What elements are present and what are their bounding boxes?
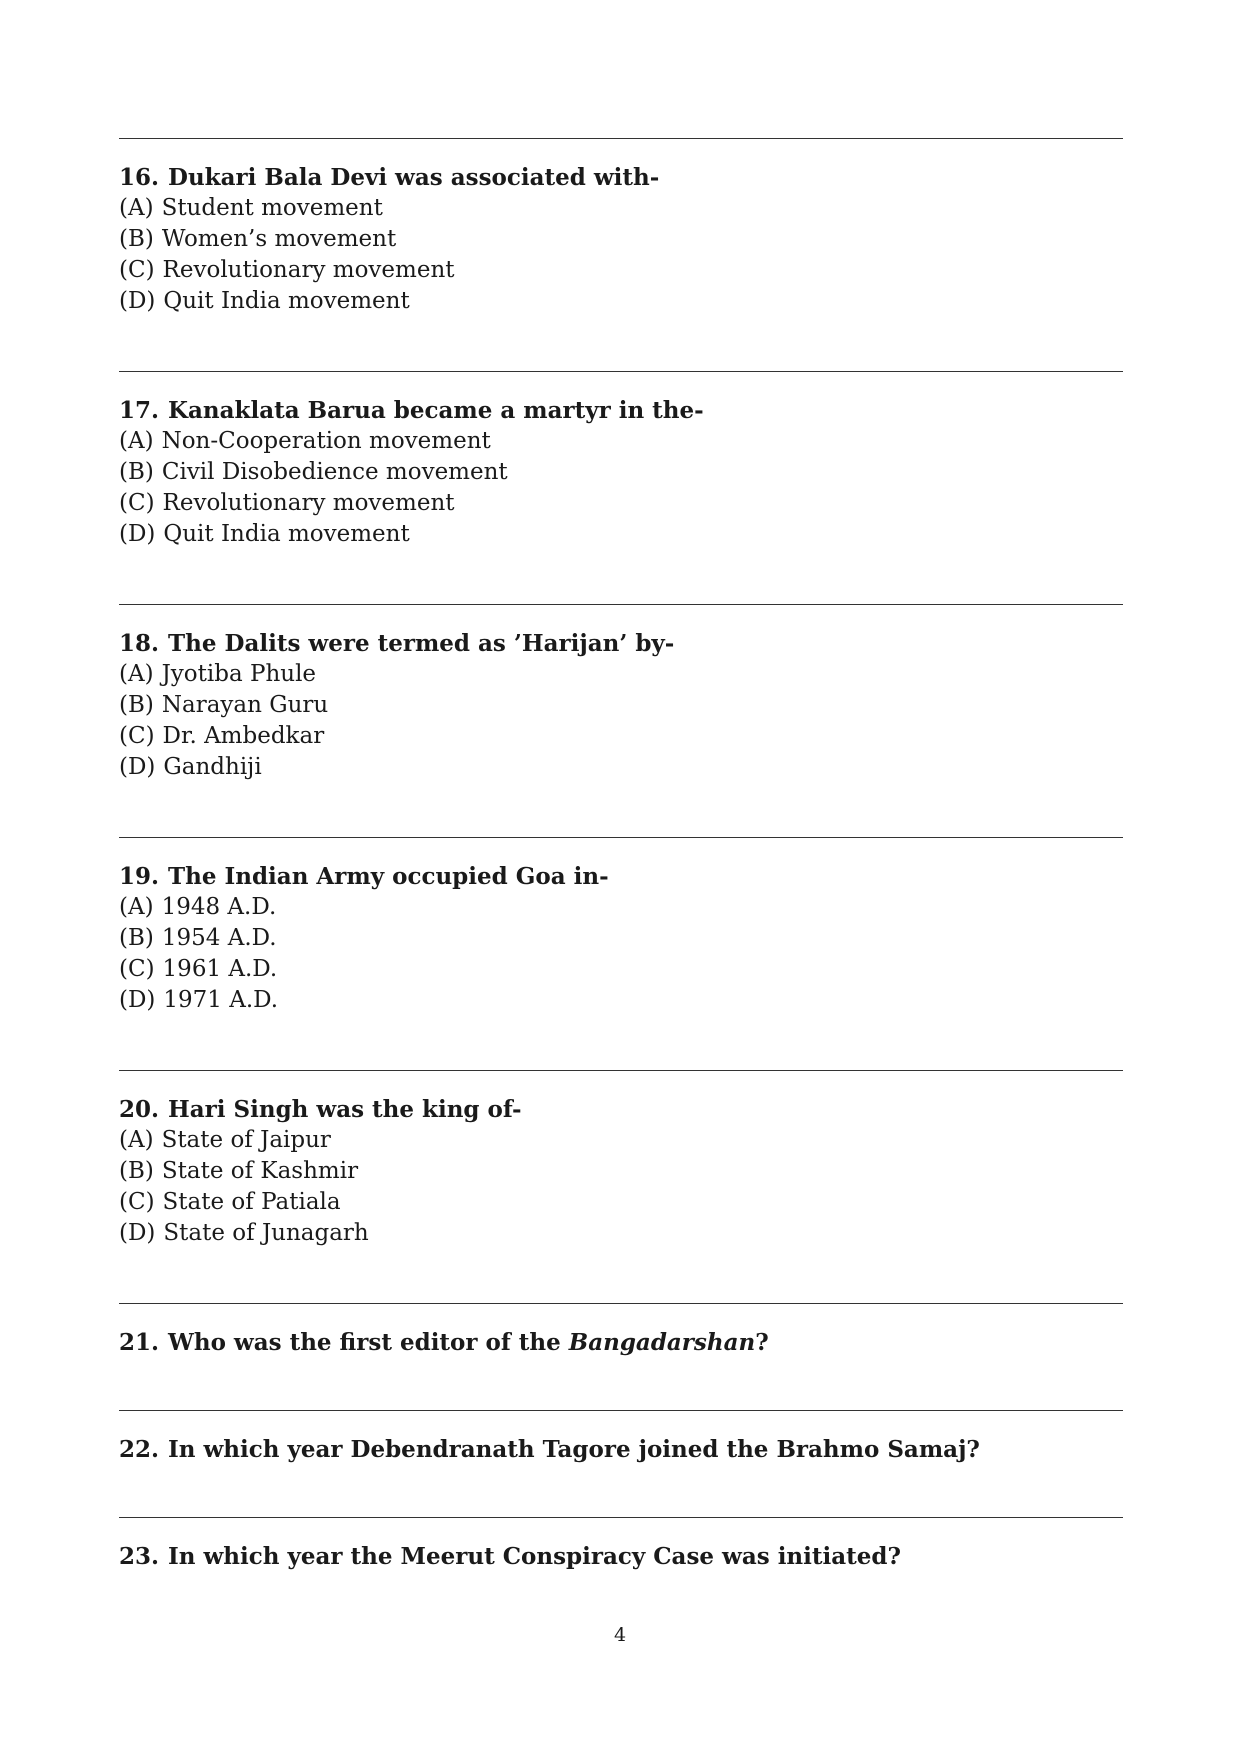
option-d — [119, 1218, 1123, 1249]
option-text: Women’s movement — [161, 226, 397, 252]
option-text: 1954 A.D. — [161, 925, 277, 951]
question-text: Dukari Bala Devi was associated with- — [168, 164, 660, 191]
option-letter: (B) — [119, 459, 154, 485]
question-text: In which year Debendranath Tagore joined the Brahmo Samaj? — [168, 1436, 980, 1463]
option-text: Gandhiji — [163, 754, 262, 780]
option-text: 1971 A.D. — [163, 987, 279, 1013]
question-text: Hari Singh was the king of- — [168, 1096, 522, 1123]
question-number: 19. — [119, 863, 160, 890]
question-title — [119, 1434, 1123, 1465]
option-text: 1961 A.D. — [162, 956, 278, 982]
option-b — [119, 690, 1123, 721]
question-number: 17. — [119, 397, 160, 424]
option-c — [119, 721, 1123, 752]
option-text: 1948 A.D. — [161, 894, 277, 920]
separator-rule — [119, 1410, 1123, 1411]
page-number: 4 — [613, 1624, 627, 1646]
question-title — [119, 1094, 1123, 1125]
option-letter: (A) — [119, 195, 154, 221]
option-letter: (B) — [119, 1158, 154, 1184]
option-list — [119, 1125, 1123, 1249]
question-19 — [119, 861, 1123, 1016]
question-text: Kanaklata Barua became a martyr in the- — [168, 397, 704, 424]
question-text: In which year the Meerut Conspiracy Case was initiated? — [168, 1543, 901, 1570]
option-text: State of Junagarh — [163, 1220, 369, 1246]
option-letter: (C) — [119, 956, 155, 982]
question-mark: ? — [755, 1329, 769, 1356]
option-c — [119, 255, 1123, 286]
question-22 — [119, 1434, 1123, 1465]
option-letter: (B) — [119, 692, 154, 718]
option-letter: (A) — [119, 428, 154, 454]
option-list — [119, 426, 1123, 550]
option-text: Revolutionary movement — [162, 257, 455, 283]
option-text: Narayan Guru — [161, 692, 329, 718]
question-number: 23. — [119, 1543, 160, 1570]
option-b — [119, 923, 1123, 954]
question-number: 18. — [119, 630, 160, 657]
option-text: Dr. Ambedkar — [162, 723, 325, 749]
question-23 — [119, 1541, 1123, 1572]
option-letter: (B) — [119, 226, 154, 252]
question-number: 20. — [119, 1096, 160, 1123]
question-number: 21. — [119, 1329, 160, 1356]
option-text: State of Patiala — [162, 1189, 341, 1215]
option-text: Student movement — [161, 195, 383, 221]
question-text: The Indian Army occupied Goa in- — [168, 863, 609, 890]
separator-rule — [119, 604, 1123, 605]
question-title — [119, 162, 1123, 193]
separator-rule — [119, 371, 1123, 372]
separator-rule — [119, 1070, 1123, 1071]
option-d — [119, 985, 1123, 1016]
option-list — [119, 892, 1123, 1016]
option-letter: (A) — [119, 894, 154, 920]
option-letter: (B) — [119, 925, 154, 951]
option-text: Non-Cooperation movement — [161, 428, 491, 454]
option-d — [119, 519, 1123, 550]
option-text: Jyotiba Phule — [161, 661, 317, 687]
question-21 — [119, 1327, 1123, 1358]
question-title — [119, 861, 1123, 892]
option-letter: (D) — [119, 987, 156, 1013]
option-letter: (C) — [119, 1189, 155, 1215]
question-16 — [119, 162, 1123, 317]
option-letter: (A) — [119, 661, 154, 687]
option-a — [119, 659, 1123, 690]
option-letter: (C) — [119, 257, 155, 283]
newspaper-title: Bangadarshan — [568, 1329, 756, 1356]
separator-rule — [119, 138, 1123, 139]
option-list — [119, 659, 1123, 783]
option-a — [119, 426, 1123, 457]
option-text: State of Jaipur — [161, 1127, 331, 1153]
separator-rule — [119, 837, 1123, 838]
question-20 — [119, 1094, 1123, 1249]
option-text: Revolutionary movement — [162, 490, 455, 516]
option-text: Civil Disobedience movement — [161, 459, 508, 485]
question-title — [119, 1541, 1123, 1572]
option-letter: (C) — [119, 723, 155, 749]
option-b — [119, 1156, 1123, 1187]
option-b — [119, 224, 1123, 255]
option-d — [119, 286, 1123, 317]
option-letter: (D) — [119, 1220, 156, 1246]
question-17 — [119, 395, 1123, 550]
separator-rule — [119, 1303, 1123, 1304]
question-text: Who was the first editor of the — [168, 1329, 569, 1356]
question-number: 16. — [119, 164, 160, 191]
option-letter: (D) — [119, 288, 156, 314]
option-b — [119, 457, 1123, 488]
option-text: Quit India movement — [163, 521, 410, 547]
option-list — [119, 193, 1123, 317]
option-c — [119, 954, 1123, 985]
option-d — [119, 752, 1123, 783]
option-letter: (D) — [119, 754, 156, 780]
question-number: 22. — [119, 1436, 160, 1463]
option-letter: (C) — [119, 490, 155, 516]
question-title — [119, 1327, 1123, 1358]
option-text: Quit India movement — [163, 288, 410, 314]
option-a — [119, 892, 1123, 923]
question-18 — [119, 628, 1123, 783]
option-text: State of Kashmir — [161, 1158, 359, 1184]
question-title — [119, 628, 1123, 659]
option-a — [119, 193, 1123, 224]
option-letter: (A) — [119, 1127, 154, 1153]
option-letter: (D) — [119, 521, 156, 547]
option-c — [119, 488, 1123, 519]
option-a — [119, 1125, 1123, 1156]
question-title — [119, 395, 1123, 426]
separator-rule — [119, 1517, 1123, 1518]
question-text: The Dalits were termed as ’Harijan’ by- — [168, 630, 675, 657]
option-c — [119, 1187, 1123, 1218]
